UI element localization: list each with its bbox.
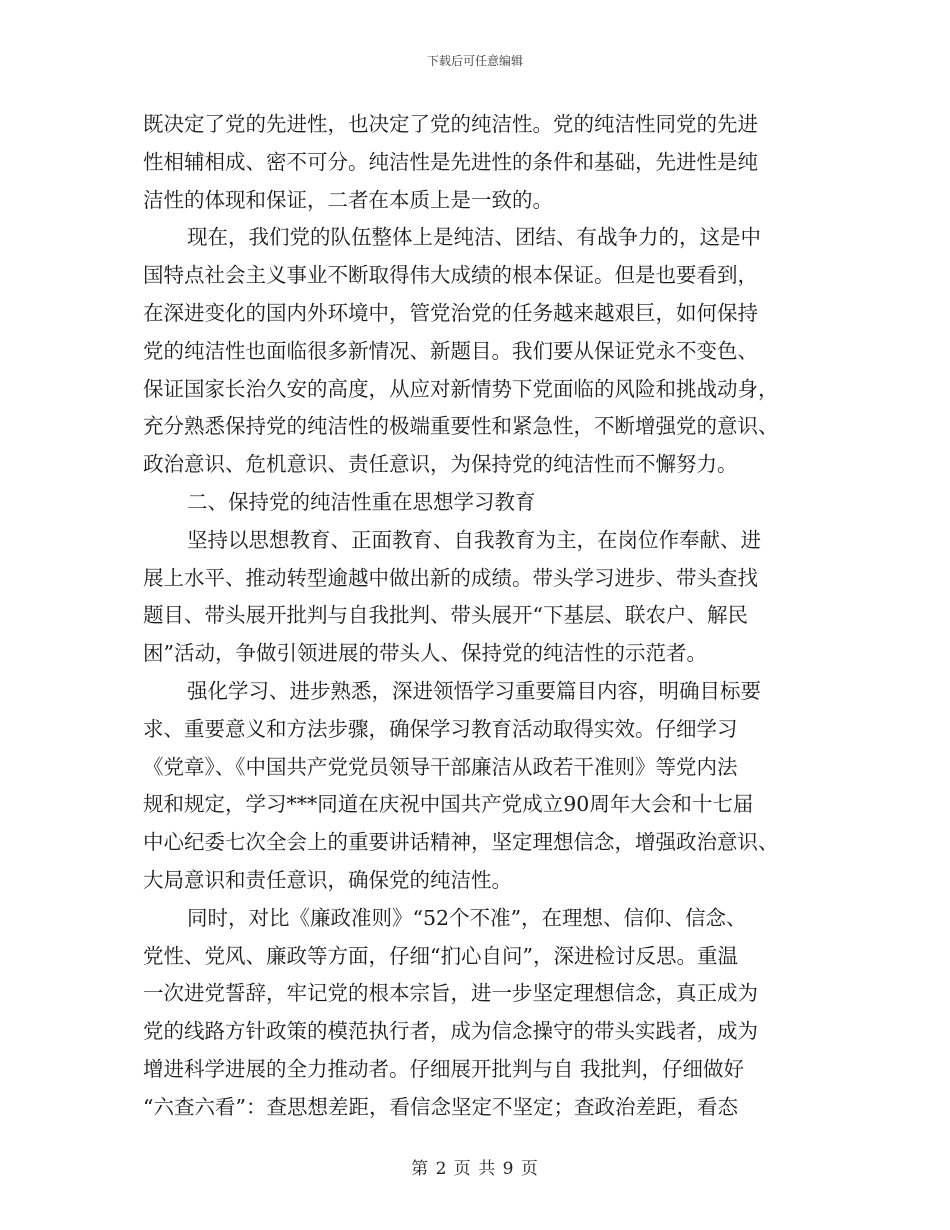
text-line: 坚持以思想教育、正面教育、自我教育为主，在岗位作奉献、进 <box>187 527 761 552</box>
text-line: 充分熟悉保持党的纯洁性的极端重要性和紧急性，不断增强党的意识、 <box>143 414 779 439</box>
text-line: 洁性的体现和保证，二者在本质上是一致的。 <box>143 187 553 212</box>
paragraph <box>143 219 823 484</box>
text-line: 国特点社会主义事业不断取得伟大成绩的根本保证。但是也要看到， <box>143 263 758 288</box>
text-line: “六查六看”：查思想差距，看信念坚定不坚定；查政治差距，看态 <box>143 1094 738 1119</box>
text-line: 党性、党风、廉政等方面，仔细“扪心自问”，深进检讨反思。重温 <box>143 943 738 968</box>
section-heading <box>143 484 823 522</box>
text-line: 政治意识、危机意识、责任意识，为保持党的纯洁性而不懈努力。 <box>143 452 738 477</box>
text-line: 展上水平、推动转型逾越中做出新的成绩。带头学习进步、带头查找 <box>143 565 758 590</box>
document-body <box>143 106 823 1127</box>
text-line: 在深进变化的国内外环境中，管党治党的任务越来越艰巨，如何保持 <box>143 300 758 325</box>
text-line: 困”活动，争做引领进展的带头人、保持党的纯洁性的示范者。 <box>143 641 707 666</box>
text-line: 性相辅相成、密不可分。纯洁性是先进性的条件和基础，先进性是纯 <box>143 149 758 174</box>
text-line: 中心纪委七次全会上的重要讲话精神，坚定理想信念，增强政治意识、 <box>143 830 779 855</box>
text-line: 党的纯洁性也面临很多新情况、新题目。我们要从保证党永不变色、 <box>143 338 758 363</box>
paragraph <box>143 673 823 900</box>
text-line: 党的线路方针政策的模范执行者，成为信念操守的带头实践者，成为 <box>143 1019 758 1044</box>
text-line: 大局意识和责任意识，确保党的纯洁性。 <box>143 867 512 892</box>
paragraph <box>143 900 823 1127</box>
paragraph <box>143 106 823 219</box>
text-line: 题目、带头展开批判与自我批判、带头展开“下基层、联农户、解民 <box>143 603 748 628</box>
text-line: 保证国家长治久安的高度，从应对新情势下党面临的风险和挑战动身， <box>143 376 779 401</box>
page-footer: 第 2 页 共 9 页 <box>411 1159 539 1179</box>
text-line: 同时，对比《廉政准则》“52个不准”，在理想、信仰、信念、 <box>187 905 747 930</box>
paragraph <box>143 522 823 673</box>
text-line: 既决定了党的先进性，也决定了党的纯洁性。党的纯洁性同党的先进 <box>143 112 758 136</box>
text-line: 求、重要意义和方法步骤，确保学习教育活动取得实效。仔细学习 <box>143 716 738 741</box>
text-line: 现在，我们党的队伍整体上是纯洁、团结、有战争力的，这是中 <box>187 225 761 250</box>
page-header: 下载后可任意编辑 <box>426 54 523 68</box>
text-line: 规和规定，学习***同道在庆祝中国共产党成立90周年大会和十七届 <box>143 792 754 817</box>
text-line: 强化学习、进步熟悉，深进领悟学习重要篇目内容，明确目标要 <box>187 678 761 703</box>
text-line: 增进科学进展的全力推动者。仔细展开批判与自 我批判，仔细做好 <box>143 1056 745 1081</box>
text-line: 《党章》、《中国共产党党员领导干部廉洁从政若干准则》等党内法 <box>143 754 738 779</box>
text-line: 一次进党誓辞，牢记党的根本宗旨，进一步坚定理想信念，真正成为 <box>143 981 758 1006</box>
text-line: 二、保持党的纯洁性重在思想学习教育 <box>187 489 536 514</box>
